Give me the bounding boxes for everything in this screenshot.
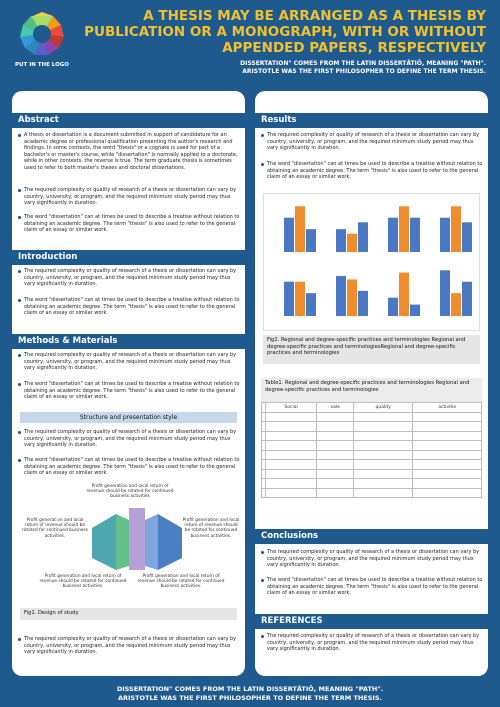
methods-paragraph-3: The required complexity or quality of research of a thesis or dissertation can vary by country, university, or program, and the required minimum study period may thus vary significantly in duration. [18, 429, 240, 449]
chart-bar [440, 270, 450, 316]
chart-bar [451, 293, 461, 316]
logo-text: PUT IN THE LOGO [15, 62, 69, 68]
results-heading: Results [255, 113, 488, 128]
table-cell [317, 450, 354, 460]
chart-bar [410, 218, 420, 252]
poster-title: A THESIS MAY BE ARRANGED AS A THESIS BY PUBLICATION OR A MONOGRAPH, WITH OR WITHOUT APPENDED PAPERS, RESPECTIVELY [84, 8, 486, 56]
chart-bar [399, 206, 409, 252]
table-cell [317, 488, 354, 498]
table-row [262, 469, 482, 479]
table-header-cell: sale [317, 403, 354, 413]
chart-bar [462, 282, 472, 316]
results-bar-chart [263, 193, 480, 331]
table-row [262, 431, 482, 441]
table-header-cell: quality [354, 403, 413, 413]
diagram-label-left: Profit generat on and local return of revenue should be rotated for continued business activities. [22, 518, 88, 539]
abstract-paragraph-2: The required complexity or quality of research of a thesis or dissertation can vary by country, university, or program, and the required minimum study period may thus vary significantly in duration. [18, 187, 240, 207]
conclusions-heading: Conclusions [255, 529, 488, 544]
chart-bar [462, 222, 472, 252]
table-row [262, 412, 482, 422]
methods-paragraph-5: The required complexity or quality of research of a thesis or dissertation can vary by country, university, or program, and the required minimum study period may thus vary significantly in duration. [18, 636, 240, 656]
table-cell [413, 479, 482, 489]
introduction-paragraph-2: The word "dissertation" can at times be used to describe a treatise without relation to obtaining an academic degree. The term "thesis" is also used to refer to the general claim of an essay or similar work. [18, 297, 240, 317]
chart-bar [451, 206, 461, 252]
poster-header [0, 0, 500, 86]
table-cell [354, 479, 413, 489]
diagram-segment-4 [145, 514, 158, 570]
table-header-cell: activitie [413, 403, 482, 413]
chart-bar [347, 279, 357, 316]
references-paragraph-1: The required complexity or quality of research of a thesis or dissertation can vary by country, university, or program, and the required minimum study period may thus vary significantly in duration. [261, 633, 483, 653]
chart-bar [336, 276, 346, 316]
table-cell [317, 441, 354, 451]
table-cell [317, 412, 354, 422]
table-cell [413, 431, 482, 441]
table-cell [354, 412, 413, 422]
results-paragraph-2: The word "dissertation" can at times be used to describe a treatise without relation to obtaining an academic degree. The term "thesis" is also used to refer to the general claim of an essay or similar work. [261, 161, 483, 181]
results-paragraph-1: The required complexity or quality of research of a thesis or dissertation can vary by country, university, or program, and the required minimum study period may thus vary significantly in duration. [261, 132, 483, 152]
diagram-label-right: Profit generation and local return of revenue should be rotated for continued business activities. [182, 518, 240, 539]
left-column [12, 91, 245, 676]
footer-line-1: DISSERTATION" COMES FROM THE LATIN DISSERTĀTIŌ, MEANING "PATH". [116, 685, 384, 693]
table-cell [317, 431, 354, 441]
references-heading: REFERENCES [255, 614, 488, 629]
table-cell [354, 422, 413, 432]
abstract-paragraph-1: A thesis or dissertation is a document submitted in support of candidature for an academic degree or professional qualification presenting the author's research and findings. In some contexts, the word "thesis" or a cognate is used for part of a bachelor's or master's course, while "dissertation" is normally applied to a doctorate, while in other contexts, the reverse is true. The term graduate thesis is sometimes used to refer to both master's theses and doctoral dissertations. [18, 132, 240, 171]
table-cell [317, 460, 354, 470]
table-cell [317, 469, 354, 479]
table-cell [413, 450, 482, 460]
table-cell [354, 441, 413, 451]
chart-bar [388, 218, 398, 252]
chart-bar [295, 206, 305, 252]
table-header-row [262, 403, 482, 413]
table-cell [354, 469, 413, 479]
table-cell [413, 469, 482, 479]
table-cell [265, 431, 317, 441]
table-cell [265, 412, 317, 422]
chart-bar [306, 229, 316, 252]
methods-paragraph-2: The word "dissertation" can at times be used to describe a treatise without relation to obtaining an academic degree. The term "thesis" is also used to refer to the general claim of an essay or similar work. [18, 381, 240, 401]
table-cell [354, 431, 413, 441]
diagram-segment-2 [116, 514, 129, 570]
diagram-segment-3 [129, 508, 145, 570]
conclusions-paragraph-2: The word "dissertation" can at times be used to describe a treatise without relation to obtaining an academic degree. The term "thesis" is also used to refer to the general claim of an essay or similar work. [261, 577, 483, 597]
structure-subheading: Structure and presentation style [20, 412, 237, 423]
table-cell [265, 441, 317, 451]
table-row [262, 479, 482, 489]
table-cell [354, 460, 413, 470]
table-header-cell: Social [265, 403, 317, 413]
table-cell [265, 460, 317, 470]
table-cell [265, 422, 317, 432]
table-cell [354, 488, 413, 498]
subtitle-line-1: DISSERTATION" COMES FROM THE LATIN DISSERTĀTIŌ, MEANING "PATH". [240, 60, 486, 67]
table-cell [265, 488, 317, 498]
chart-bar [284, 218, 294, 252]
table-row [262, 450, 482, 460]
table-cell [265, 450, 317, 460]
table-cell [317, 422, 354, 432]
table-cell [413, 412, 482, 422]
conclusions-paragraph-1: The required complexity or quality of research of a thesis or dissertation can vary by country, university, or program, and the required minimum study period may thus vary significantly in duration. [261, 549, 483, 569]
methods-heading: Methods & Materials [12, 334, 245, 349]
chart-bar [336, 229, 346, 252]
chart-bar [358, 291, 368, 316]
chart-bar [410, 305, 420, 316]
diagram-label-top: Profit generation and local return of revenue should be rotated for continued business activities [86, 484, 174, 500]
footer-line-2: ARISTOTLE WAS THE FIRST PHILOSOPHER TO DEFINE THE TERM THESIS. [117, 694, 383, 702]
diagram-label-bottom-left: Profit generation and local return of revenue should be rotated for continued business activities. [39, 574, 127, 590]
chart-bar [347, 234, 357, 252]
abstract-heading: Abstract [12, 113, 245, 128]
table-cell [413, 460, 482, 470]
methods-paragraph-4: The word "dissertation" can at times be used to describe a treatise without relation to obtaining an academic degree. The term "thesis" is also used to refer to the general claim of an essay or similar work. [18, 457, 240, 477]
chart-bar [388, 298, 398, 316]
figure-1-caption: Fig1. Design of study [20, 608, 237, 620]
diagram-label-bottom-right: Profit generation and local return of revenue should be rotated for continued business activities. [137, 574, 225, 590]
subtitle-line-2: ARISTOTLE WAS THE FIRST PHILOSOPHER TO DEFINE THE TERM THESIS. [242, 68, 486, 75]
right-column [255, 91, 488, 676]
chart-bar [440, 218, 450, 252]
results-table [261, 402, 482, 498]
diagram-segment-5 [158, 514, 182, 570]
chart-bar [358, 222, 368, 252]
logo-mark [18, 10, 66, 58]
chart-bar [295, 282, 305, 316]
table-cell [265, 479, 317, 489]
poster-footer [0, 681, 500, 707]
chart-bar [399, 273, 409, 316]
table-cell [413, 488, 482, 498]
logo [12, 10, 72, 84]
table-cell [413, 441, 482, 451]
chart-bar [306, 293, 316, 316]
table-cell [413, 422, 482, 432]
introduction-heading: Introduction [12, 250, 245, 265]
table-row [262, 460, 482, 470]
introduction-paragraph-1: The required complexity or quality of research of a thesis or dissertation can vary by country, university, or program, and the required minimum study period may thus vary significantly in duration. [18, 268, 240, 288]
table-row [262, 441, 482, 451]
table-cell [317, 479, 354, 489]
diagram-segment-1 [92, 514, 116, 570]
table-row [262, 422, 482, 432]
table-cell [265, 469, 317, 479]
figure-2-caption: Fig2. Regional and degree-specific practices and terminologies Regional and degree-specific practices and terminologiesRegional and degree-specific practices and terminologies [263, 335, 480, 364]
abstract-paragraph-3: The word "dissertation" can at times be used to describe a treatise without relation to obtaining an academic degree. The term "thesis" is also used to refer to the general claim of an essay or similar work. [18, 214, 240, 234]
chart-bar [284, 282, 294, 316]
table-1-caption: Table1. Regional and degree-specific practices and terminologies Regional and degree-specific practices and terminologies [261, 378, 482, 402]
poster-subtitle [81, 60, 486, 76]
table-cell [354, 450, 413, 460]
study-design-diagram [22, 478, 240, 598]
table-row [262, 488, 482, 498]
bar-chart-svg [264, 194, 479, 330]
methods-paragraph-1: The required complexity or quality of research of a thesis or dissertation can vary by country, university, or program, and the required minimum study period may thus vary significantly in duration. [18, 352, 240, 372]
